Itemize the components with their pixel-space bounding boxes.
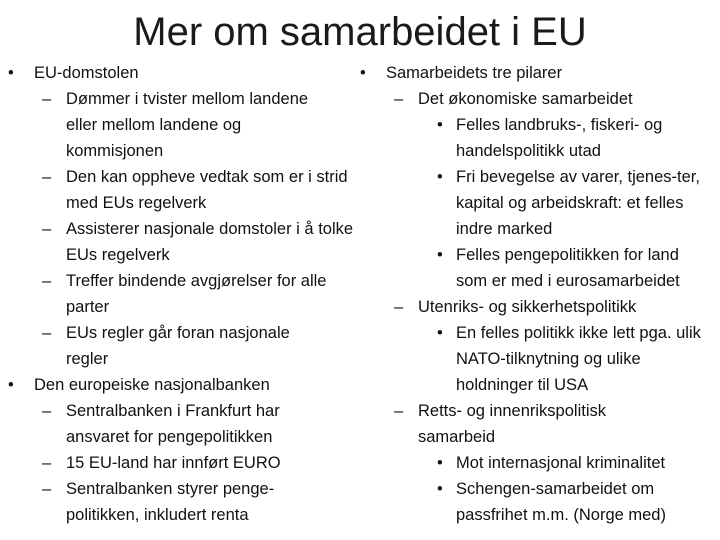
list-item xyxy=(8,216,356,268)
list-item-eu-court xyxy=(8,60,353,86)
list-item xyxy=(360,164,701,242)
item-label: Det økonomiske samarbeidet xyxy=(418,90,633,108)
item-label: Treffer bindende avgjørelser for alle parter xyxy=(66,272,327,316)
item-label: Retts- og innenrikspolitisk samarbeid xyxy=(418,402,606,446)
item-label: Felles pengepolitikken for land som er med i eurosamarbeidet xyxy=(456,246,680,290)
item-label: Samarbeidets tre pilarer xyxy=(386,64,563,82)
bullet-icon: • xyxy=(437,324,443,342)
item-label: Fri bevegelse av varer, tjenes-ter, kapital og arbeidskraft: et felles indre marked xyxy=(456,168,700,238)
list-item-pillar-foreign xyxy=(360,294,714,320)
dash-icon: – xyxy=(42,454,52,472)
bullet-icon: • xyxy=(437,116,443,134)
item-label: En felles politikk ikke lett pga. ulik NATO-tilknytning og ulike holdninger til USA xyxy=(456,324,701,394)
bullet-icon: • xyxy=(437,480,443,498)
left-column xyxy=(8,60,353,528)
list-item xyxy=(8,476,321,528)
item-label: 15 EU-land har innført EURO xyxy=(66,454,281,472)
dash-icon: – xyxy=(42,90,52,108)
dash-icon: – xyxy=(42,220,52,238)
list-item-central-bank xyxy=(8,372,353,398)
item-label: EUs regler går foran nasjonale regler xyxy=(66,324,290,368)
bullet-icon: • xyxy=(437,168,443,186)
list-item xyxy=(360,476,706,528)
item-label: Sentralbanken styrer penge-politikken, inkludert renta xyxy=(66,480,275,524)
bullet-icon: • xyxy=(8,376,14,394)
list-item xyxy=(360,320,706,398)
item-label: Den kan oppheve vedtak som er i strid med EUs regelverk xyxy=(66,168,348,212)
bullet-icon: • xyxy=(437,246,443,264)
item-label: Schengen-samarbeidet om passfrihet m.m. (Norge med) xyxy=(456,480,666,524)
bullet-icon: • xyxy=(437,454,443,472)
list-item xyxy=(8,268,341,320)
list-item xyxy=(8,398,336,450)
item-label: Dømmer i tvister mellom landene eller mellom landene og kommisjonen xyxy=(66,90,309,160)
item-label: EU-domstolen xyxy=(34,64,139,82)
right-column xyxy=(360,60,714,528)
dash-icon: – xyxy=(42,480,52,498)
dash-icon: – xyxy=(394,90,404,108)
dash-icon: – xyxy=(394,402,404,420)
dash-icon: – xyxy=(42,168,52,186)
list-item xyxy=(8,450,356,476)
item-label: Den europeiske nasjonalbanken xyxy=(34,376,270,394)
list-item xyxy=(360,450,714,476)
item-label: Sentralbanken i Frankfurt har ansvaret for pengepolitikken xyxy=(66,402,280,446)
list-item xyxy=(360,242,708,294)
item-label: Mot internasjonal kriminalitet xyxy=(456,454,666,472)
list-item-pillar-justice xyxy=(360,398,648,450)
item-label: Felles landbruks-, fiskeri- og handelspolitikk utad xyxy=(456,116,663,160)
list-item-pillar-economic xyxy=(360,86,714,112)
list-item xyxy=(8,86,326,164)
item-label: Assisterer nasjonale domstoler i å tolke EUs regelverk xyxy=(66,220,354,264)
list-item xyxy=(8,164,356,216)
bullet-icon: • xyxy=(8,64,14,82)
dash-icon: – xyxy=(42,402,52,420)
list-item-three-pillars xyxy=(360,60,714,86)
dash-icon: – xyxy=(42,272,52,290)
list-item xyxy=(360,112,701,164)
list-item xyxy=(8,320,336,372)
item-label: Utenriks- og sikkerhetspolitikk xyxy=(418,298,637,316)
dash-icon: – xyxy=(42,324,52,342)
slide-title: Mer om samarbeidet i EU xyxy=(133,10,587,54)
dash-icon: – xyxy=(394,298,404,316)
bullet-icon: • xyxy=(360,64,366,82)
